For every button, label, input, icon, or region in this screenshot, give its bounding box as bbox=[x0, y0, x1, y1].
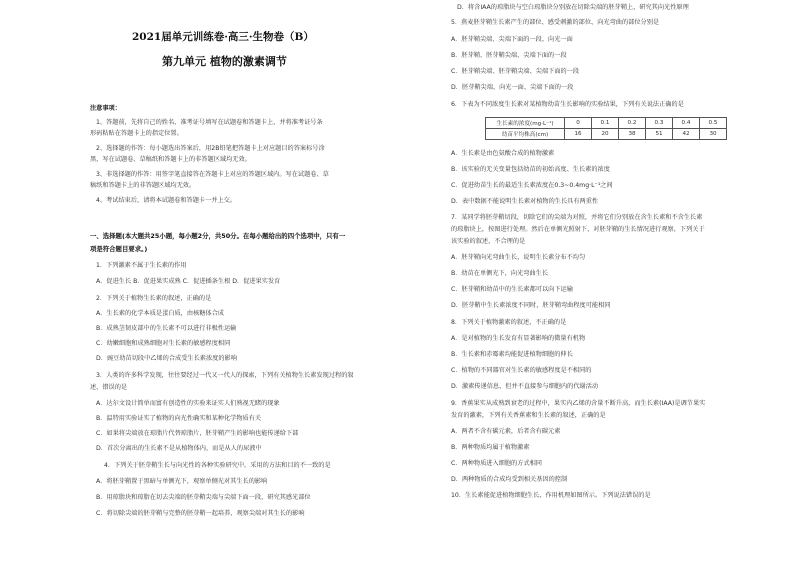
table-cell: 20 bbox=[592, 129, 619, 140]
table-cell: 0.5 bbox=[700, 118, 727, 129]
question-option: C．促进幼苗生长的最适生长素浓度在0.3~0.4mg·L⁻¹之间 bbox=[451, 182, 613, 189]
growth-table bbox=[485, 117, 727, 140]
table-header-cell: 生长素的浓度(mg·L⁻¹) bbox=[486, 118, 565, 129]
question-6: 6．下表为不同浓度生长素对某植物幼苗生长影响的实验结果，下列有关说法正确的是 bbox=[451, 101, 684, 108]
note-line: 3、非选择题的作答：用签字笔直接答在答题卡上对应的答题区域内。写在试题卷、草 bbox=[96, 171, 329, 178]
question-option: B．温特用实验证实了植物的向光性确实和某种化学物质有关 bbox=[96, 415, 262, 422]
table-cell: 0.4 bbox=[673, 118, 700, 129]
question-9-cont: 发育的激素，下列有关香蕉素和生长素的叙述，正确的是 bbox=[451, 412, 606, 419]
note-line: 稿纸和答题卡上的非答题区域均无效。 bbox=[90, 182, 196, 189]
question-option: D．胚芽鞘中生长素浓度不同时，胚芽鞘弯曲程度可能相同 bbox=[451, 302, 611, 309]
question-option: D．将含IAA的琼脂块与空白琼脂块分别放在切除尖端的胚芽鞘上，研究其向光性原理 bbox=[457, 4, 689, 11]
question-option: C．将切除尖端的胚芽鞘与完整的胚芽鞘一起培养，观察尖端对其生长的影响 bbox=[96, 510, 305, 517]
question-option: A．生长素是由色氨酸合成的植物激素 bbox=[451, 150, 555, 157]
table-row bbox=[486, 118, 727, 129]
table-cell: 0.2 bbox=[619, 118, 646, 129]
question-option: C．胚芽鞘和幼苗中的生长素都可以向下运输 bbox=[451, 286, 573, 293]
question-option: A．生长素的化学本质是蛋白质，由核糖体合成 bbox=[96, 310, 224, 317]
question-option: D．两种物质的合成均受到相关基因的控制 bbox=[451, 476, 568, 483]
question-option: C．两种物质进入细胞的方式相同 bbox=[451, 460, 542, 467]
table-cell: 51 bbox=[646, 129, 673, 140]
question-option: D．激素传递信息，但并不直接参与细胞内的代谢活动 bbox=[451, 383, 599, 390]
question-option: A．促进生长 B．促进果实成熟 C．促进插条生根 D．促进果实发育 bbox=[96, 278, 281, 285]
question-option: A．胚芽鞘向光弯曲生长，说明生长素分布不均匀 bbox=[451, 254, 586, 261]
question-option: B．幼苗在单侧光下，向光弯曲生长 bbox=[451, 270, 549, 277]
table-cell: 0.1 bbox=[592, 118, 619, 129]
table-cell: 16 bbox=[565, 129, 592, 140]
question-option: A．胚芽鞘尖端、尖端下面的一段、向光一面 bbox=[451, 36, 573, 43]
table-cell: 30 bbox=[700, 129, 727, 140]
section-heading: 项是符合题目要求。) bbox=[90, 245, 148, 253]
question-3-cont: 述，错误的是 bbox=[90, 384, 128, 391]
question-8: 8．下列关于植物激素的叙述，不正确的是 bbox=[451, 319, 567, 326]
note-line: 黑，写在试题卷、草稿纸和答题卡上的非答题区域均无效。 bbox=[90, 156, 251, 163]
table-cell: 0 bbox=[565, 118, 592, 129]
unit-title: 第九单元 植物的激素调节 bbox=[162, 55, 287, 68]
question-option: A．两者不含有碳元素，后者含有碳元素 bbox=[451, 428, 561, 435]
question-1: 1．下列激素不属于生长素的作用 bbox=[96, 262, 187, 269]
question-option: D．胚芽鞘尖端、向光一面、尖端下面的一段 bbox=[451, 84, 574, 91]
question-2: 2．下列关于植物生长素的叙述，正确的是 bbox=[96, 295, 212, 302]
question-option: D．表中数据不能说明生长素对植物的生长具有两重性 bbox=[451, 198, 599, 205]
note-line: 2、选择题的作答：每小题选出答案后，用2B铅笔把答题卡上对应题目的答案标号涂 bbox=[96, 145, 325, 152]
question-10: 10．生长素能促进植物细胞生长，作用机理如图所示。下列说法错误的是 bbox=[451, 492, 651, 499]
question-3: 3．人类的许多科学发现，往往要经过一代又一代人的探索，下列有关植物生长素发现过程的叙 bbox=[96, 372, 354, 379]
table-cell: 38 bbox=[619, 129, 646, 140]
notes-heading: 注意事项： bbox=[90, 105, 121, 112]
note-line: 4、考试结束后，请将本试题卷和答题卡一并上交。 bbox=[96, 197, 237, 204]
question-option: A．是对植物的生长发育有显著影响的微量有机物 bbox=[451, 335, 586, 342]
table-cell: 42 bbox=[673, 129, 700, 140]
question-option: A．达尔文设计简单而富有创造性的实验来证实人们熟视无睹的现象 bbox=[96, 400, 280, 407]
section-heading: 一、选择题(本大题共25小题，每小题2分，共50分。在每小题给出的四个选项中，只有一 bbox=[90, 232, 346, 240]
question-option: B．生长素和赤霉素均能促进植物细胞的伸长 bbox=[451, 351, 573, 358]
question-7-cont: 的琼脂块上，按图进行处理。然后在单侧光照射下，对胚芽鞘的生长情况进行观察，下列关于 bbox=[451, 226, 705, 233]
note-line: 1、答题前，先将自己的姓名、准考证号填写在试题卷和答题卡上，并将准考证号条 bbox=[96, 119, 323, 126]
question-5: 5．燕麦胚芽鞘生长素产生的部位、感受刺激的部位、向光弯曲的部位分别是 bbox=[451, 19, 660, 26]
question-option: C．幼嫩细胞和成熟细胞对生长素的敏感程度相同 bbox=[96, 340, 231, 347]
question-option: A．将胚芽鞘置于黑暗与单侧光下，观察单侧光对其生长的影响 bbox=[96, 478, 268, 485]
question-option: B．两种物质均属于植物激素 bbox=[451, 444, 530, 451]
question-option: B．胚芽鞘、胚芽鞘尖端、尖端下面的一段 bbox=[451, 52, 567, 59]
table-row bbox=[486, 129, 727, 140]
note-line: 形码粘贴在答题卡上的指定位置。 bbox=[90, 130, 183, 137]
question-option: B．用琼脂块和琼脂在切去尖端的胚芽鞘尖端与尖端下面一段，研究其感光部位 bbox=[96, 494, 311, 501]
table-cell: 0.3 bbox=[646, 118, 673, 129]
question-option: C．植物的不同器官对生长素的敏感程度是不相同的 bbox=[451, 367, 592, 374]
question-4: 4．下列关于胚芽鞘生长与向光性的各种实验研究中，采用的方法和目的不一致的是 bbox=[104, 462, 331, 469]
question-option: C．胚芽鞘尖端、胚芽鞘尖端、尖端下面的一段 bbox=[451, 68, 580, 75]
table-header-cell: 幼苗平均株高(cm) bbox=[486, 129, 565, 140]
question-option: D．首次分离出的生长素不是从植物体内，而是从人的尿液中 bbox=[96, 445, 262, 452]
exam-title: 2021届单元训练卷·高三·生物卷（B） bbox=[132, 31, 314, 43]
question-7: 7．某同学将胚芽鞘切段，切除它们的尖端为对照，并将它们分别放在含生长素和不含生长素 bbox=[451, 214, 703, 221]
question-option: D．豌豆幼苗切段中乙烯的合成受生长素浓度的影响 bbox=[96, 355, 237, 362]
question-9: 9．香蕉果实从成熟到衰老的过程中，果实内乙烯的含量不断升高，而生长素(IAA)是调节果实 bbox=[451, 400, 706, 407]
question-7-cont: 该实验的叙述，不合理的是 bbox=[451, 238, 526, 245]
question-option: B．成熟茎韧皮部中的生长素不可以进行非极性运输 bbox=[96, 325, 237, 332]
question-option: B．该实验的无关变量包括幼苗的初始高度、生长素的浓度 bbox=[451, 166, 610, 173]
question-option: C．如果将尖端放在琼脂片代替琼脂片，胚芽鞘产生的影响也能传递给下部 bbox=[96, 430, 299, 437]
